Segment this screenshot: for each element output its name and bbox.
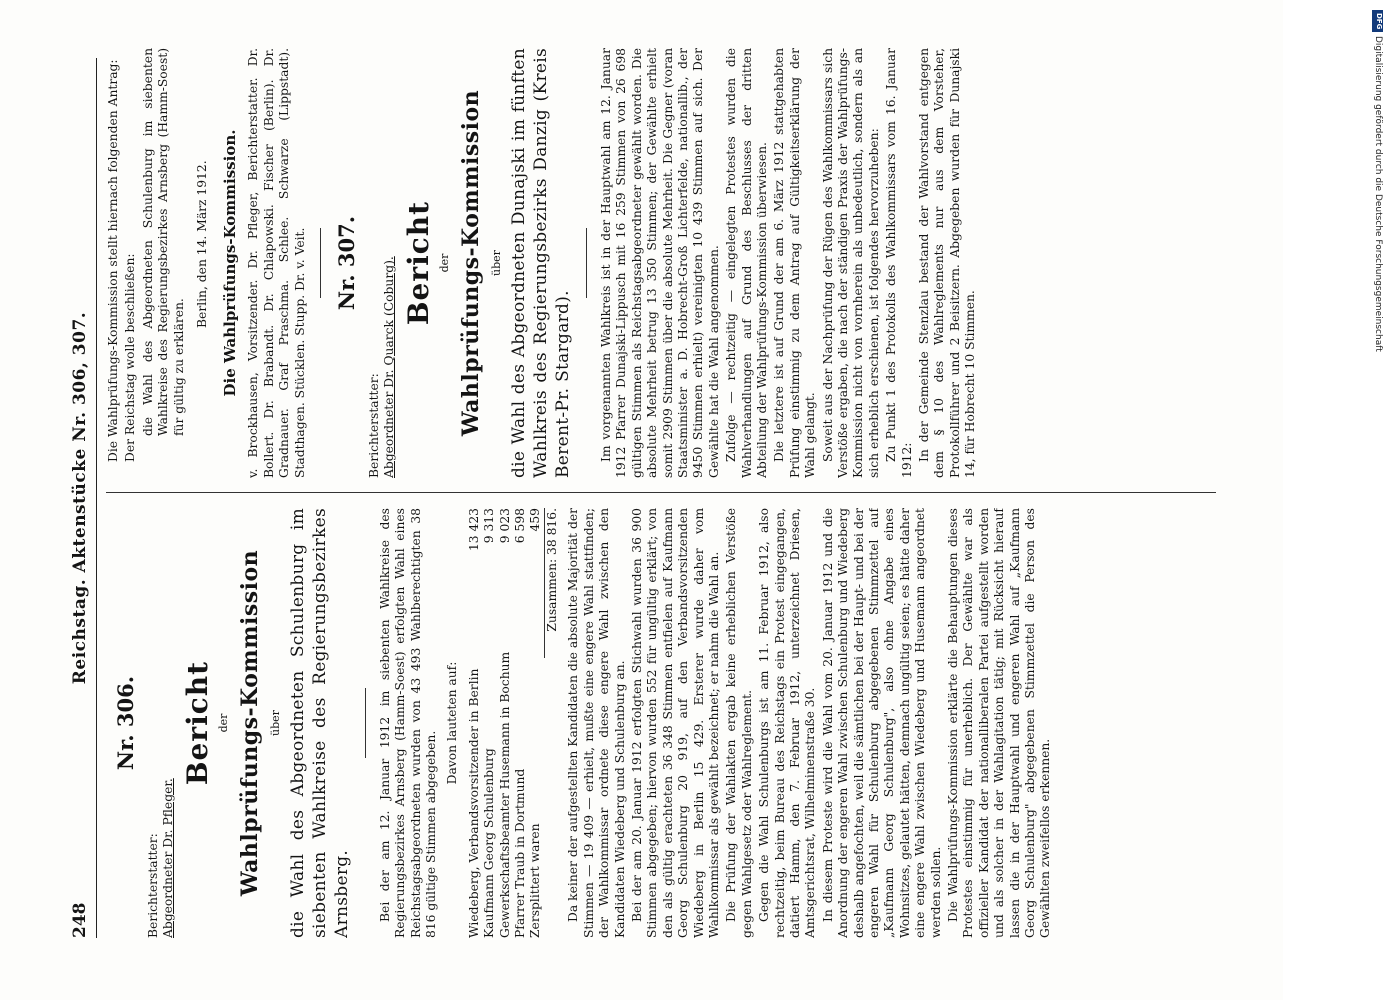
left-column [106,508,1226,938]
bericht-heading: Bericht [401,200,435,326]
date-line: Berlin, den 14. März 1912. [195,160,210,328]
candidate-votes: 13 423 [466,508,481,552]
reporter-name: Abgeordneter Dr. Quarck (Coburg). [382,256,397,478]
right-column [106,48,1226,478]
divider-rule [320,228,321,298]
intro-paragraph: Bei der am 12. Januar 1912 im siebenten Wahlkreise des Regierungsbezirkes Arnsberg (Hamm-Soest) erfolgten Wahl eines Reichstagsabgeordneten wurden von 43 493 Wahlberechtigten 38 816 gültige Stimmen abgegeben. [377,508,439,938]
report-subject: die Wahl des Abgeordneten Dunajski im fünften Wahlkreis des Regierungsbezirks Danzig (Kreis Berent-Pr. Stargard). [508,48,573,478]
commission-heading: Wahlprüfungs-Kommission [457,89,484,437]
candidate-votes: 9 023 [497,508,512,544]
body-paragraph: Die Prüfung der Wahlakten ergab keine erheblichen Verstöße gegen Wahlgesetz oder Wahlreglement. [724,508,754,938]
dfg-logo: DFG [1372,10,1383,32]
der-label: der [437,253,451,273]
body-paragraph: Da keiner der aufgestellten Kandidaten die absolute Majorität der Stimmen — 19 409 — erhielt, mußte eine engere Wahl stattfinden; der Wahlkommissar ordnete diese engere Wahl zwischen den Kandidaten Wiedeberg und Schulenburg an. [566,508,627,938]
result-row [482,508,497,938]
body-paragraph: Zu Punkt 1 des Protokolls des Wahlkommissars vom 16. Januar 1912: [884,48,914,478]
page-number: 248 [70,902,90,938]
body-paragraph: Bei der am 20. Januar 1912 erfolgten Stichwahl wurden 36 900 Stimmen abgegeben; hiervon wurden 552 für ungültig erklärt; von den als gültig erachteten 36 348 Stimmen entfielen auf Kaufmann Georg Schulenburg 20 919, auf den Verbandsvorsitzenden Wiedeberg in Berlin 15 429. Ersterer wurde daher vom Wahlkommissar als gewählt bezeichnet; er nahm die Wahl an. [629,508,721,938]
digitization-credit [1372,10,1383,390]
body-paragraph: Gegen die Wahl Schulenburgs ist am 11. Februar 1912, also rechtzeitig, beim Bureau des Reichstags ein Protest eingegangen, datiert Hamm, den 7. Februar 1912, unterzeichnet Driesen, Amtsgerichtsrat, Wilhelminenstraße 30. [757,508,818,938]
ueber-label: über [268,710,282,736]
ueber-label: über [489,250,503,276]
body-paragraph: Soweit aus der Nachprüfung der Rügen des Wahlkommissars sich Verstöße ergaben, die nach der ständigen Praxis der Wahlprüfungs-Kommission nicht von vornherein als unbedeutlich, sondern als an sich erheblich erschienen, ist folgendes hervorzuheben: [820,48,881,478]
running-title: Reichstag. Aktenstücke Nr. 306, 307. [70,311,90,685]
motion-lead: Der Reichstag wolle beschließen: [123,253,138,462]
commission-signature: Die Wahlprüfungs-Kommission. [221,129,240,397]
body-paragraph: In der Gemeinde Stenzlau bestand der Wahlvorstand entgegen dem § 10 des Wahlreglements nur aus dem Vorsteher, Protokollführer und 2 Beisitzern. Abgegeben wurden für Dunajski 14, für Hobrecht 10 Stimmen. [917,48,978,478]
body-paragraph: Im vorgenannten Wahlkreis ist in der Hauptwahl am 12. Januar 1912 Pfarrer Dunajski-Lippusch mit 16 259 Stimmen von 26 698 gültigen Stimmen als Reichstagsabgeordneter gewählt worden. Die absolute Mehrheit betrug 13 350 Stimmen; der Gewählte erhielt somit 2909 Stimmen über die absolute Mehrheit. Die Gegner (voran Staatsminister a. D. Hobrecht-Groß Lichterfelde, nationallib., der 9450 Stimmen erhielt) vereinigten 10 439 Stimmen auf sich. Der Gewählte hat die Wahl angenommen. [598,48,721,478]
candidate-name: Wiedeberg, Verbandsvorsitzender in Berlin [466,668,481,938]
der-label: der [216,713,230,733]
body-paragraph: Zufolge — rechtzeitig — eingelegten Protestes wurden die Wahlverhandlungen auf Grund des Beschlusses der dritten Abteilung der Wahlprüfungs-Kommission überwiesen. [724,48,769,478]
page-header [62,58,97,938]
candidate-name: Pfarrer Traub in Dortmund [513,768,528,938]
body-paragraph: Die letztere ist auf Grund der am 6. März 1912 stattgehabten Prüfung einstimmig zu dem Antrag auf Gültigkeitserklärung der Wahl gelangt. [772,48,818,478]
report-306-number: Nr. 306. [113,675,138,771]
bericht-heading: Bericht [180,660,214,786]
body-paragraph: Die Wahlprüfungs-Kommission erklärte die Behauptungen dieses Protestes einstimmig für unerheblich. Der Gewählte war als offizieller Kandidat der nationalliberalen Partei aufgestellt worden und als solcher in der Wahlagitation tätig; mit Rücksicht hierauf lassen die in der Hauptwahl und engeren Wahl auf „Kaufmann Georg Schulenburg" abgegebenen Stimmzettel die Person des Gewählten zweifellos erkennen. [946,508,1053,938]
results-total: Zusammen: 38 816. [544,508,560,658]
divider-rule [365,688,366,758]
result-row [467,508,482,938]
candidate-name: Zersplittert waren [528,823,543,938]
report-subject: die Wahl des Abgeordneten Schulenburg im siebenten Wahlkreise des Regierungsbezirkes Arnsberg. [287,508,352,938]
reporter-label: Berichterstatter: [146,833,160,938]
candidate-name: Gewerkschaftsbeamter Husemann in Bochum [497,651,512,938]
candidate-name: Kaufmann Georg Schulenburg [482,748,497,938]
reporter-name: Abgeordneter Dr. Pfleger. [161,778,176,938]
motion-intro: Die Wahlprüfungs-Kommission stellt hiernach folgenden Antrag: [106,59,120,462]
motion-text: die Wahl des Abgeordneten Schulenburg im siebenten Wahlkreise des Regierungsbezirkes Arnsberg (Hamm-Soest) für gültig zu erklären. [140,48,186,436]
column-divider [106,492,1216,493]
davon-label: Davon lauteten auf: [445,661,460,785]
report-307-number: Nr. 307. [334,215,360,311]
reporter-label: Berichterstatter: [367,373,382,478]
candidate-votes: 9 313 [482,508,497,544]
candidate-votes: 6 598 [513,508,528,544]
funding-note: Digitalisierung gefördert durch die Deutsche Forschungsgemeinschaft [1373,36,1383,352]
result-row [513,508,528,938]
candidate-votes: 459 [528,508,543,532]
election-results-table [467,508,544,938]
result-row [528,508,543,938]
commission-members: v. Brockhausen, Vorsitzender. Dr. Pfleger, Berichterstatter. Dr. Bollert. Dr. Brabandt. Dr. Chlapowski. Fischer (Berlin). Dr. Gradnauer. Graf Praschma. Schlee. Schwarze (Lippstadt). Stadthagen. Stücklen. Stupp. Dr. v. Veit. [246,48,307,478]
result-row [498,508,513,938]
divider-rule [586,228,587,298]
commission-heading: Wahlprüfungs-Kommission [236,549,263,897]
body-paragraph: In diesem Proteste wird die Wahl vom 20. Januar 1912 und die Anordnung der engeren Wahl zwischen Schulenburg und Wiedeberg deshalb angefochten, weil die sämtlichen bei der Haupt- und bei der engeren Wahl für Schulenburg abgegebenen Stimmzettel auf „Kaufmann Georg Schulenburg", also ohne Angabe eines Wohnsitzes, gelautet hätten, demnach ungültig seien; es hätte daher eine engere Wahl zwischen Wiedeberg und Husemann angeordnet werden sollen. [820,508,943,938]
